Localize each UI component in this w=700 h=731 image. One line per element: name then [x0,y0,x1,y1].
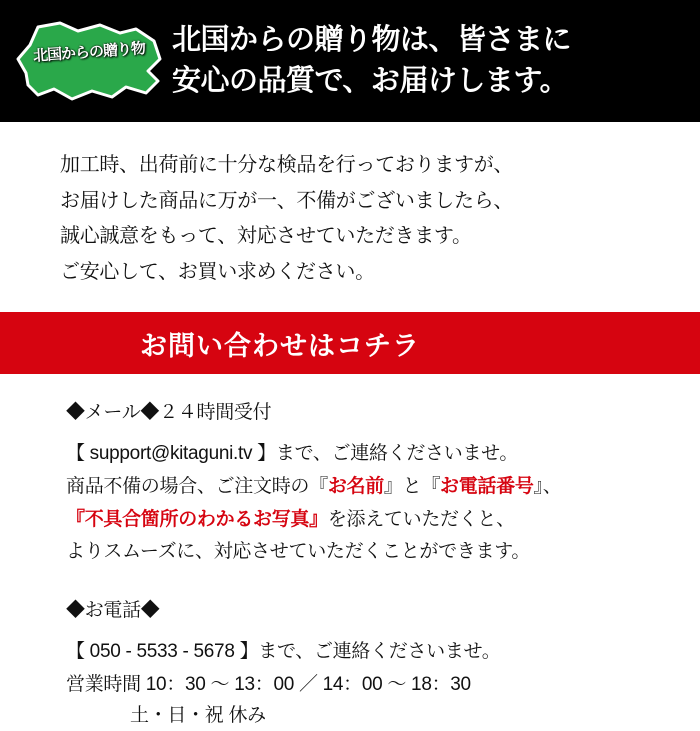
business-hours-line: 営業時間 10：30 〜 13：00 ／ 14：00 〜 18：30 [66,670,700,701]
mail-request-photo-post: を添えていただくと、 [328,509,515,530]
header-band [0,0,700,122]
contact-section-banner-label: お問い合わせはコチラ [0,324,420,363]
mail-request-line-1 [66,472,700,503]
contact-section-banner [0,312,700,374]
header-title-line-1: 北国からの贈り物は、皆さまに [172,20,690,61]
mail-request-photo-highlight: 『不具合箇所のわかるお写真』 [66,509,328,530]
mail-request-pre: 商品不備の場合、ご注文時の『 [66,476,328,497]
mail-address-line: 【 support@kitaguni.tv 】まで、ご連絡くださいませ。 [66,439,700,470]
brand-logo-text: 北国からの贈り物 [15,36,162,67]
mail-request-mid: 』と『 [384,476,440,497]
phone-number-line: 【 050 - 5533 - 5678 】まで、ご連絡くださいませ。 [66,637,700,668]
intro-paragraph [0,122,700,308]
closed-days-line: 土・日・祝 休み [66,701,700,731]
mail-request-post: 』、 [534,476,562,497]
mail-request-line-2 [66,505,700,536]
mail-section-heading: ◆メール◆２４時間受付 [66,398,700,429]
header-title-line-2: 安心の品質で、お届けします。 [172,61,690,102]
contact-details [0,374,700,731]
brand-logo [8,15,168,107]
intro-line-1: 加工時、出荷前に十分な検品を行っておりますが、 [60,148,700,184]
mail-request-phone-highlight: お電話番号 [440,476,534,497]
intro-line-4: ご安心して、お買い求めください。 [60,255,700,291]
phone-section-heading: ◆お電話◆ [66,596,700,627]
header-title [168,20,690,102]
mail-request-line-3: よりスムーズに、対応させていただくことができます。 [66,537,700,568]
intro-line-3: 誠心誠意をもって、対応させていただきます。 [60,219,700,255]
mail-request-name-highlight: お名前 [328,476,384,497]
section-spacer [66,570,700,596]
intro-line-2: お届けした商品に万が一、不備がございましたら、 [60,184,700,220]
